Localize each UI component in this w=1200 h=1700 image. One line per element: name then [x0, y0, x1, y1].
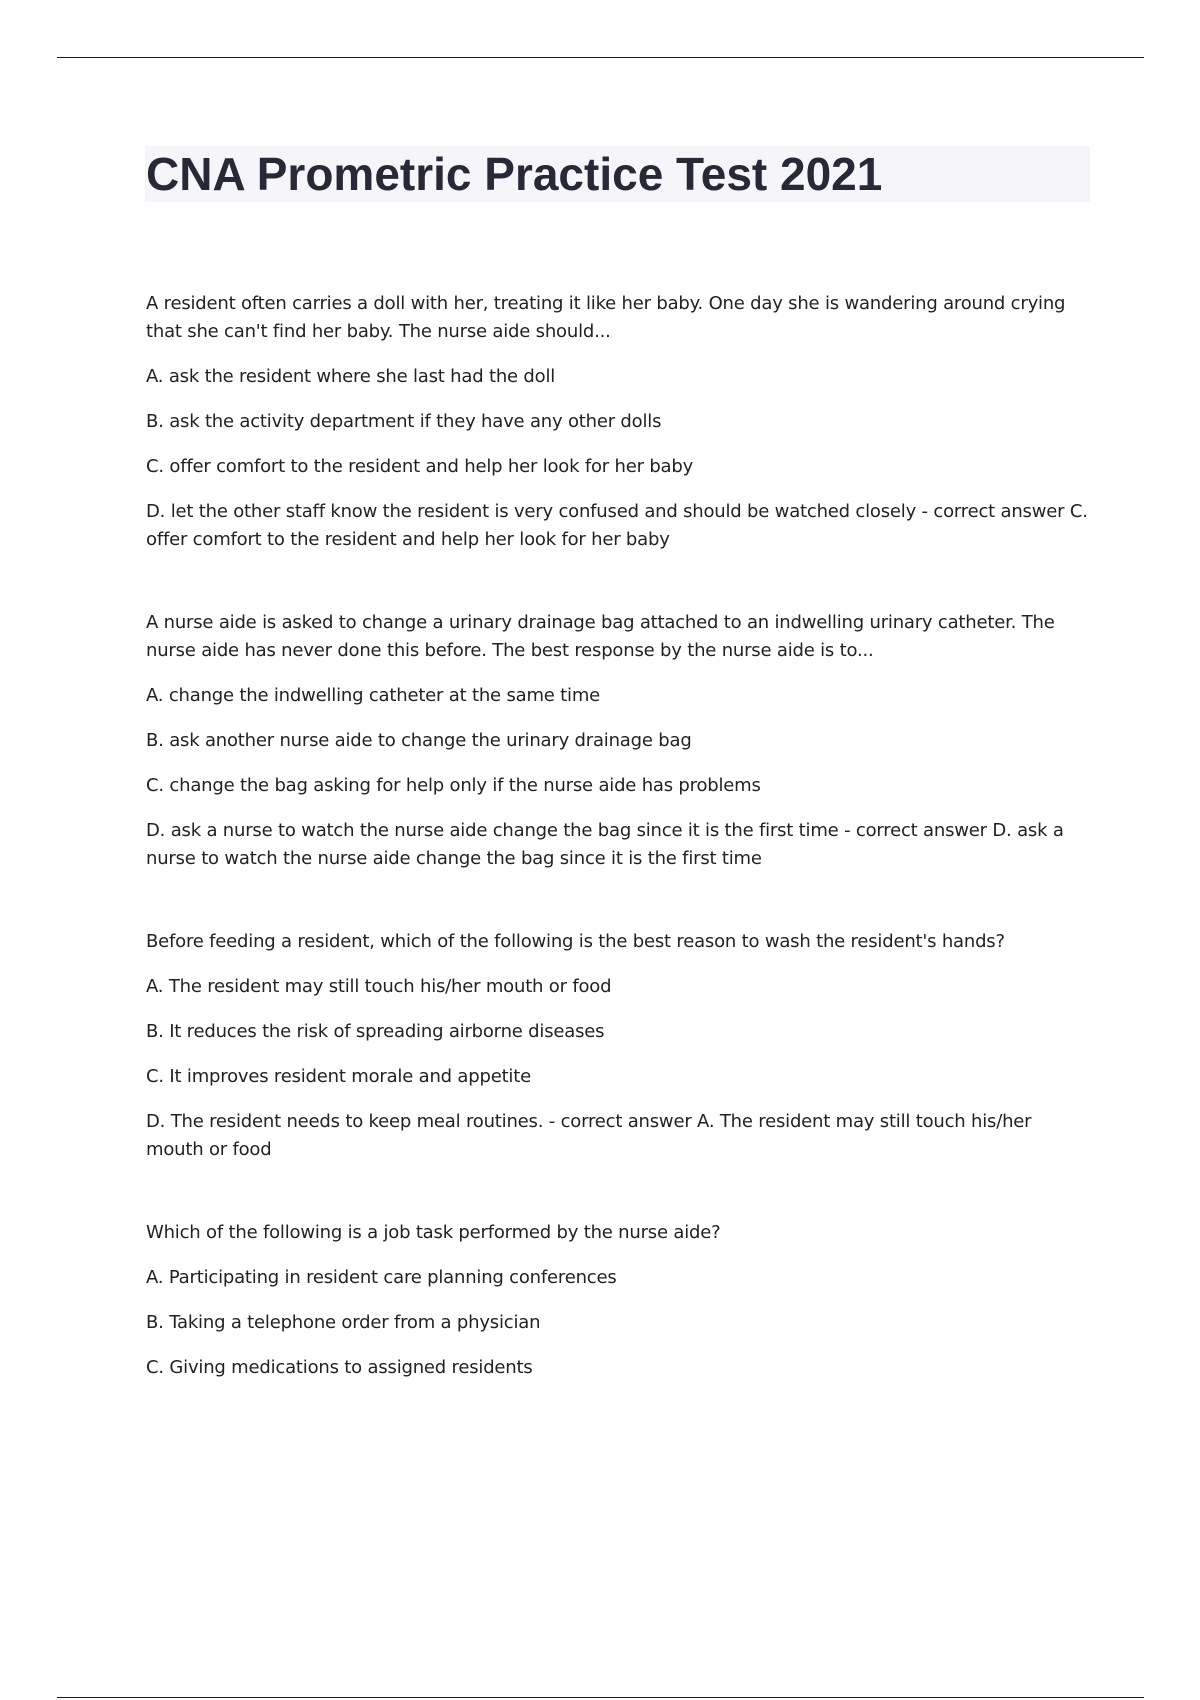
question-text: A nurse aide is asked to change a urinary drainage bag attached to an indwelling urinary catheter. The nurse aide has never done this before. The best response by the nurse aide is to... [146, 612, 1055, 661]
answer-option: A. change the indwelling catheter at the same time [146, 685, 601, 706]
question-text: A resident often carries a doll with her, treating it like her baby. One day she is wandering around crying that she can't find her baby. The nurse aide should... [146, 293, 1066, 342]
answer-option-with-correct-answer: D. The resident needs to keep meal routines. - correct answer A. The resident may still touch his/her mouth or food [146, 1111, 1032, 1160]
answer-option: C. Giving medications to assigned residents [146, 1357, 533, 1378]
answer-option: B. ask the activity department if they have any other dolls [146, 411, 662, 432]
question-text: Before feeding a resident, which of the following is the best reason to wash the resident's hands? [146, 931, 1005, 952]
answer-option: C. It improves resident morale and appetite [146, 1066, 531, 1087]
question-item [146, 928, 1091, 1164]
answer-option: B. Taking a telephone order from a physician [146, 1312, 541, 1333]
answer-option: A. Participating in resident care planning conferences [146, 1267, 617, 1288]
question-list [146, 290, 1091, 1437]
question-item [146, 1219, 1091, 1382]
question-item [146, 609, 1091, 873]
answer-option: C. offer comfort to the resident and help her look for her baby [146, 456, 694, 477]
answer-option-with-correct-answer: D. let the other staff know the resident is very confused and should be watched closely - correct answer C. offer comfort to the resident and help her look for her baby [146, 501, 1088, 550]
answer-option: A. ask the resident where she last had the doll [146, 366, 556, 387]
answer-option: C. change the bag asking for help only if the nurse aide has problems [146, 775, 761, 796]
answer-option: B. It reduces the risk of spreading airborne diseases [146, 1021, 605, 1042]
page-bottom-rule [57, 1697, 1144, 1698]
question-text: Which of the following is a job task performed by the nurse aide? [146, 1222, 721, 1243]
answer-option: A. The resident may still touch his/her mouth or food [146, 976, 612, 997]
answer-option-with-correct-answer: D. ask a nurse to watch the nurse aide change the bag since it is the first time - correct answer D. ask a nurse to watch the nurse aide change the bag since it is the first time [146, 820, 1064, 869]
question-item [146, 290, 1091, 554]
page-top-rule [57, 57, 1144, 58]
answer-option: B. ask another nurse aide to change the urinary drainage bag [146, 730, 692, 751]
document-title: CNA Prometric Practice Test 2021 [146, 148, 883, 200]
